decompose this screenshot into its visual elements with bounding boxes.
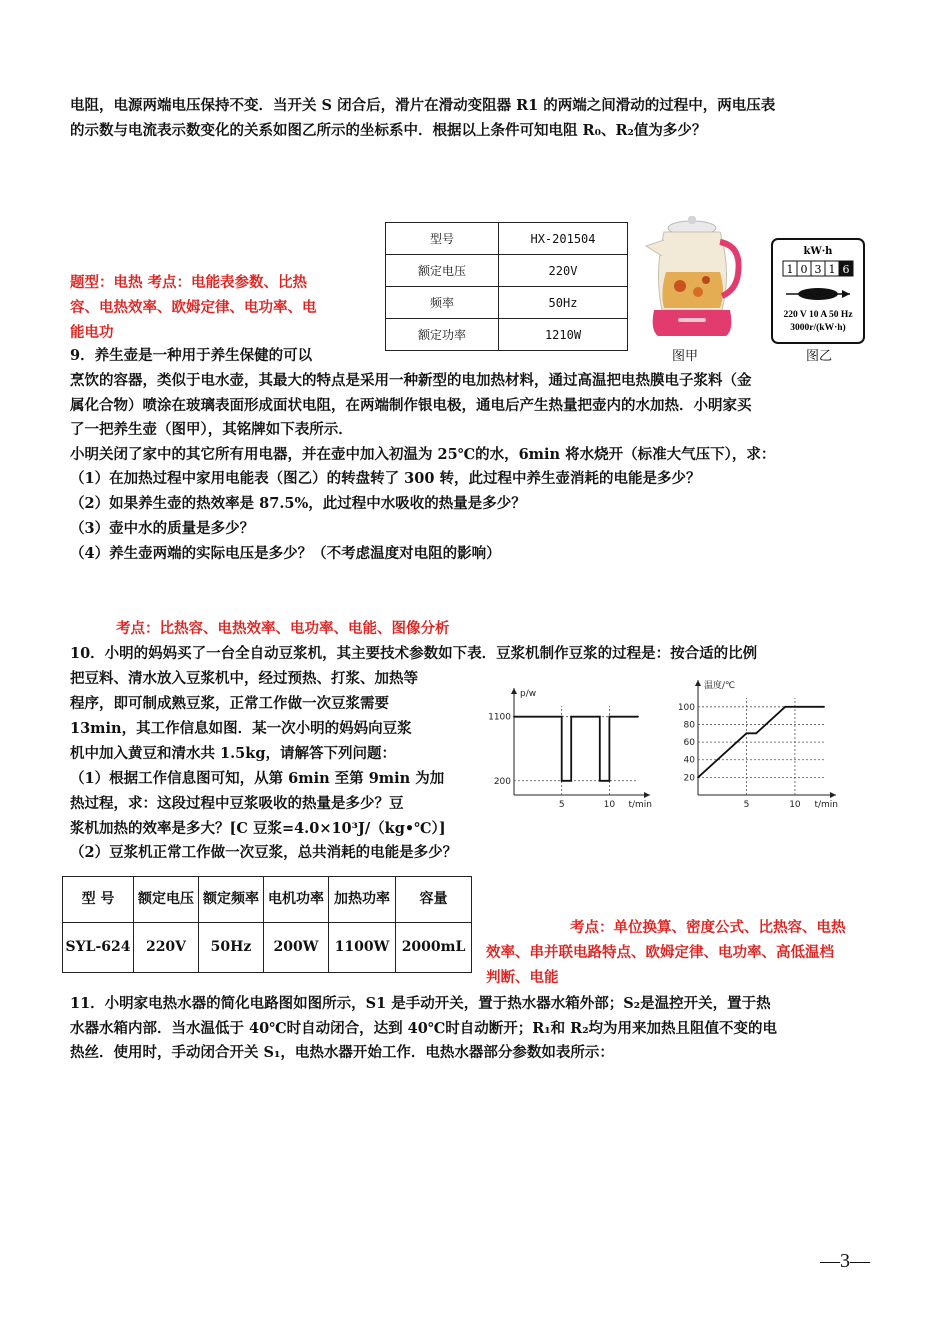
question-9-start: 9．养生壶是一种用于养生保健的可以 (70, 347, 313, 364)
meter-digits (783, 261, 853, 276)
meter-digit: 6 (842, 263, 850, 276)
data-point (513, 716, 515, 718)
kettle-spec-table (385, 222, 628, 351)
table-row (386, 223, 628, 255)
paragraph-line: 属化合物）喷涂在玻璃表面形成面状电阻，在两端制作银电极，通电后产生热量把壶内的水加热．小明家买 (70, 397, 752, 414)
table-cell: 50Hz (499, 287, 628, 319)
tag-line: 能电功 (70, 324, 114, 341)
paragraph-line: （3）壶中水的质量是多少？ (70, 520, 255, 537)
x-axis-arrow (830, 792, 836, 798)
data-point (561, 716, 563, 718)
table-cell: 1100W (329, 923, 396, 973)
paragraph-line: 程序，即可制成熟豆浆，正常工作做一次豆浆需要 (70, 695, 389, 712)
paragraph-line: （2）豆浆机正常工作做一次豆浆，总共消耗的电能是多少？ (70, 844, 458, 861)
data-point (784, 706, 786, 708)
tag-line: 判断、电能 (486, 969, 559, 986)
series-line (514, 717, 638, 781)
figure-a-caption: 图甲 (672, 349, 699, 364)
table-cell: 型号 (386, 223, 499, 255)
paragraph-line: （1）在加热过程中家用电能表（图乙）的转盘转了 300 转，此过程中养生壶消耗的电能是多少？ (70, 470, 701, 487)
paragraph-line: 把豆料、清水放入豆浆机中，经过预热、打浆、加热等 (70, 670, 418, 687)
paragraph-line: 烹饮的容器，类似于电水壶，其最大的特点是采用一种新型的电加热材料，通过高温把电热膜电子浆料（金 (70, 372, 752, 389)
paragraph-line: 热丝．使用时，手动闭合开关 S₁，电热水器开始工作．电热水器部分参数如表所示： (70, 1044, 614, 1061)
x-tick-label: 5 (743, 800, 750, 810)
tag-line: 考点：单位换算、密度公式、比热容、电热 (570, 919, 846, 936)
tag-line: 效率、串并联电路特点、欧姆定律、电功率、高低温档 (486, 944, 834, 961)
q10-tag: 考点：比热容、电热效率、电功率、电能、图像分析 (116, 620, 450, 637)
paragraph-line: 热过程，求：这段过程中豆浆吸收的热量是多少？豆 (70, 795, 404, 812)
data-point (608, 780, 610, 782)
question-10-start: 10．小明的妈妈买了一台全自动豆浆机，其主要技术参数如下表．豆浆机制作豆浆的过程是：按合适的比例 (70, 645, 758, 662)
meter-digit: 1 (828, 263, 836, 276)
data-point (599, 716, 601, 718)
data-point (755, 732, 757, 734)
table-header-cell: 额定电压 (134, 877, 199, 923)
table-cell: 220V (134, 923, 199, 973)
meter-digit: 3 (814, 263, 822, 276)
y-tick-label: 60 (683, 738, 695, 749)
electric-meter-image (770, 237, 866, 345)
paragraph-line: 小明关闭了家中的其它所有用电器，并在壶中加入初温为 25℃的水，6min 将水烧开（标准大气压下），求： (70, 446, 776, 463)
table-header-cell: 加热功率 (329, 877, 396, 923)
data-point (561, 780, 563, 782)
data-point (746, 732, 748, 734)
paragraph-line: 浆机加热的效率是多大？[C 豆浆=4.0×10³J/（kg•℃）] (70, 820, 446, 837)
data-point (697, 776, 699, 778)
x-tick-label: 10 (603, 800, 616, 810)
q9-tag (70, 270, 370, 345)
y-axis-arrow (511, 688, 517, 694)
meter-rating: 220 V 10 A 50 Hz (783, 310, 853, 320)
table-cell: 2000mL (396, 923, 472, 973)
y-axis-arrow (695, 680, 701, 686)
power-time-chart (488, 670, 666, 815)
page-number: —3— (820, 1250, 870, 1272)
meter-constant: 3000r/(kW·h) (790, 323, 846, 333)
temperature-time-chart (672, 670, 854, 815)
paragraph-line: 电阻，电源两端电压保持不变．当开关 S 闭合后，滑片在滑动变阻器 R1 的两端之间滑动的过程中，两电压表 (70, 97, 776, 114)
data-point (599, 780, 601, 782)
paragraph-line: （1）根据工作信息图可知，从第 6min 至第 9min 为加 (70, 770, 445, 787)
kettle-image (640, 212, 750, 344)
table-row (386, 255, 628, 287)
x-tick-label: 10 (789, 800, 801, 810)
series-line (698, 707, 824, 778)
paragraph-line: 了一把养生壶（图甲），其铭牌如下表所示． (70, 421, 353, 438)
table-cell: 频率 (386, 287, 499, 319)
paragraph-line: 的示数与电流表示数变化的关系如图乙所示的坐标系中．根据以上条件可知电阻 R₀、R₂值为多少？ (70, 122, 707, 139)
table-header-cell: 额定频率 (199, 877, 264, 923)
paragraph-line: 13min，其工作信息如图．某一次小明的妈妈向豆浆 (70, 720, 412, 737)
table-cell: 1210W (499, 319, 628, 351)
paragraph-line: （2）如果养生壶的热效率是 87.5%，此过程中水吸收的热量是多少？ (70, 495, 526, 512)
table-header-cell: 电机功率 (264, 877, 329, 923)
meter-digit: 1 (786, 263, 794, 276)
table-row (63, 923, 472, 973)
y-tick-label: 80 (683, 720, 695, 731)
paragraph-line: （4）养生壶两端的实际电压是多少？（不考虑温度对电阻的影响） (70, 545, 501, 562)
y-axis-label: p/w (520, 689, 537, 699)
table-cell: 220V (499, 255, 628, 287)
table-cell: 200W (264, 923, 329, 973)
data-point (570, 780, 572, 782)
data-point (637, 716, 639, 718)
meter-digit: 0 (800, 263, 808, 276)
data-point (823, 706, 825, 708)
data-point (608, 716, 610, 718)
y-tick-label: 40 (683, 755, 695, 766)
table-header-cell: 容量 (396, 877, 472, 923)
y-tick-label: 100 (677, 702, 695, 713)
question-11-start: 11．小明家电热水器的简化电路图如图所示，S1 是手动开关，置于热水器水箱外部；S₂是温控开关，置于热 (70, 995, 771, 1012)
table-row (386, 319, 628, 351)
table-cell: HX-201504 (499, 223, 628, 255)
tag-line: 容、电热效率、欧姆定律、电功率、电 (70, 299, 317, 316)
paragraph-line: 水器水箱内部．当水温低于 40℃时自动闭合，达到 40℃时自动断开；R₁和 R₂均为用来加热且阻值不变的电 (70, 1020, 778, 1037)
x-axis-label: t/min (814, 800, 838, 810)
table-cell: 额定功率 (386, 319, 499, 351)
x-tick-label: 5 (558, 800, 565, 810)
table-header-cell: 型 号 (63, 877, 134, 923)
table-cell: 额定电压 (386, 255, 499, 287)
y-tick-label: 200 (493, 776, 511, 787)
paragraph-line: 机中加入黄豆和清水共 1.5kg，请解答下列问题： (70, 745, 396, 762)
q11-tag (486, 915, 891, 990)
tag-line: 题型：电热 考点：电能表参数、比热 (70, 274, 308, 291)
y-tick-label: 20 (683, 773, 695, 784)
x-axis-arrow (644, 792, 650, 798)
table-row (63, 877, 472, 923)
table-row (386, 287, 628, 319)
soymilk-param-table (62, 876, 472, 973)
figure-b-caption: 图乙 (806, 349, 833, 364)
y-axis-label: 温度/℃ (704, 681, 736, 691)
table-cell: 50Hz (199, 923, 264, 973)
data-point (570, 716, 572, 718)
x-axis-label: t/min (628, 800, 652, 810)
meter-unit: kW·h (803, 246, 833, 257)
y-tick-label: 1100 (488, 712, 511, 723)
table-cell: SYL-624 (63, 923, 134, 973)
